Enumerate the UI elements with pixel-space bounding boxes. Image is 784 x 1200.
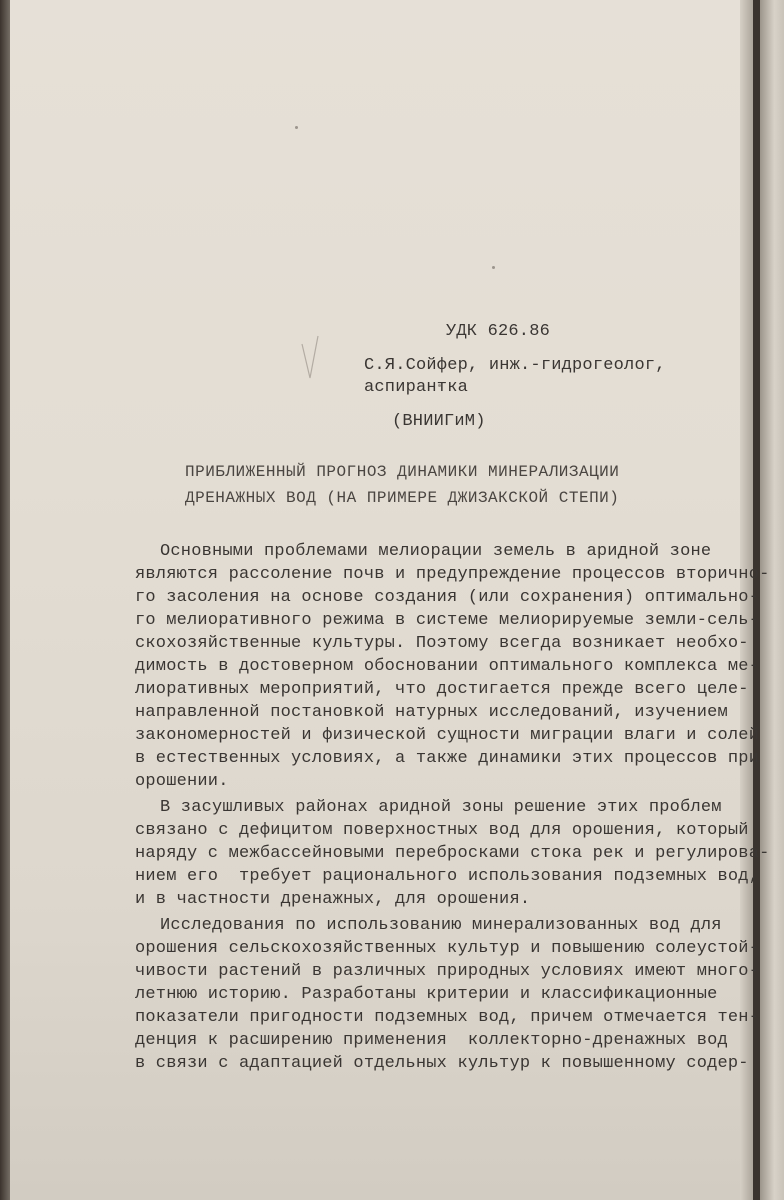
body-line: показатели пригодности подземных вод, причем отмечается тен-: [135, 1008, 760, 1027]
udk-code: УДК 626.86: [446, 322, 551, 341]
paper-title-line-2: ДРЕНАЖНЫХ ВОД (НА ПРИМЕРЕ ДЖИЗАКСКОЙ СТЕПИ): [185, 489, 620, 507]
body-line: в естественных условиях, а также динамики этих процессов при: [135, 749, 760, 768]
body-line: нием его требует рационального использования подземных вод,: [135, 867, 760, 886]
author-name: С.Я.Сойфер, инж.-гидрогеолог,: [364, 356, 666, 375]
pencil-check-mark: [300, 334, 320, 384]
body-line: скохозяйственные культуры. Поэтому всегда возникает необхо-: [135, 634, 749, 653]
paper-title-line-1: ПРИБЛИЖЕННЫЙ ПРОГНОЗ ДИНАМИКИ МИНЕРАЛИЗАЦИИ: [185, 463, 620, 481]
paper-speck: [295, 126, 298, 129]
body-line: лиоративных мероприятий, что достигается прежде всего целе-: [135, 680, 749, 699]
paper-speck: [492, 266, 495, 269]
author-role: аспирантка: [364, 378, 469, 397]
body-line: орошения сельскохозяйственных культур и повышению солеустой-: [135, 939, 760, 958]
body-line: Исследования по использованию минерализованных вод для: [160, 916, 722, 935]
body-line: В засушливых районах аридной зоны решение этих проблем: [160, 798, 722, 817]
body-line: димость в достоверном обосновании оптимального комплекса ме-: [135, 657, 760, 676]
body-line: го мелиоративного режима в системе мелиорируемые земли-сель-: [135, 611, 760, 630]
body-line: летнюю историю. Разработаны критерии и классификационные: [135, 985, 718, 1004]
body-line: в связи с адаптацией отдельных культур к повышенному содер-: [135, 1054, 749, 1073]
body-line: связано с дефицитом поверхностных вод для орошения, который: [135, 821, 749, 840]
body-line: орошении.: [135, 772, 229, 791]
body-line: го засоления на основе создания (или сохранения) оптимально-: [135, 588, 760, 607]
body-line: закономерностей и физической сущности миграции влаги и солей: [135, 726, 760, 745]
institution: (ВНИИГиМ): [392, 412, 486, 431]
adjacent-page-edge: [760, 0, 784, 1200]
body-line: направленной постановкой натурных исследований, изучением: [135, 703, 728, 722]
body-line: являются рассоление почв и предупреждение процессов вторично-: [135, 565, 770, 584]
body-line: чивости растений в различных природных условиях имеют много-: [135, 962, 760, 981]
body-line: и в частности дренажных, для орошения.: [135, 890, 531, 909]
body-line: наряду с межбассейновыми перебросками стока рек и регулирова-: [135, 844, 770, 863]
body-line: Основными проблемами мелиорации земель в аридной зоне: [160, 542, 712, 561]
body-line: денция к расширению применения коллекторно-дренажных вод: [135, 1031, 728, 1050]
